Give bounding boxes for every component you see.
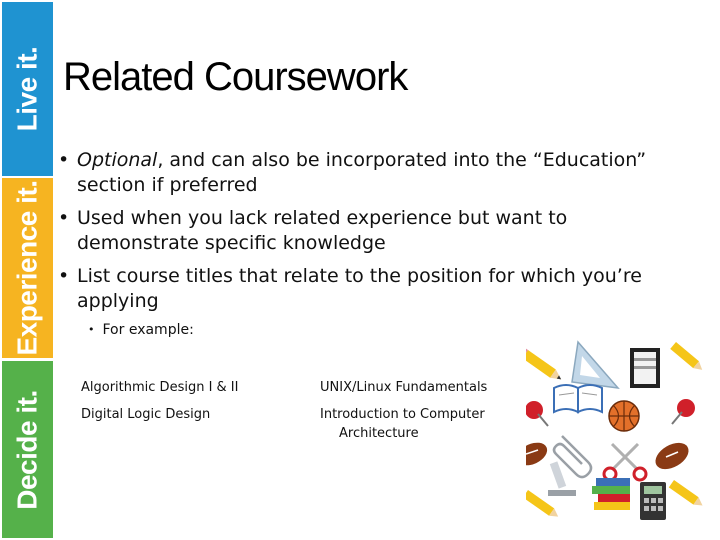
football-icon <box>651 437 693 474</box>
push-pin-icon <box>672 399 695 424</box>
calculator-icon <box>640 482 666 520</box>
triangle-ruler-icon <box>572 342 618 388</box>
school-supplies-clipart <box>526 340 712 524</box>
bullet-item: • Optional, and can also be incorporated into the “Education” section if preferred <box>58 149 647 196</box>
stack-of-books-icon <box>592 478 630 510</box>
push-pin-icon <box>526 401 548 426</box>
bullet-emphasis: Optional <box>77 149 158 171</box>
course-item-line: Introduction to Computer <box>320 407 485 422</box>
band-decide-it <box>2 361 53 538</box>
microscope-icon <box>548 461 576 496</box>
band-experience-it <box>2 178 53 358</box>
bullet-text: , and can also be incorporated into the “Education” section if preferred <box>77 149 647 196</box>
slide-title: Related Coursework <box>63 55 408 99</box>
course-item: UNIX/Linux Fundamentals <box>320 380 488 395</box>
notebook-icon <box>630 348 660 388</box>
bullet-list <box>58 148 678 322</box>
band-decide-it-label: Decide it. <box>11 389 43 510</box>
bullet-text: List course titles that relate to the position for which you’re applying <box>77 265 642 312</box>
sub-bullet-text: For example: <box>102 322 194 338</box>
book-icon <box>554 385 602 412</box>
bullet-item: • List course titles that relate to the position for which you’re applying <box>58 265 642 312</box>
course-item: Digital Logic Design <box>81 407 211 422</box>
sub-bullet: • For example: <box>88 322 194 338</box>
band-live-it-label: Live it. <box>11 46 43 132</box>
band-experience-it-label: Experience it. <box>11 180 43 356</box>
scissors-icon <box>604 444 646 480</box>
sidebar-banner <box>2 2 53 538</box>
pencil-icon <box>669 480 705 509</box>
pencil-icon <box>526 347 564 384</box>
course-item <box>320 405 500 443</box>
bullet-item: • Used when you lack related experience but want to demonstrate specific knowledge <box>58 207 568 254</box>
football-icon <box>526 438 551 470</box>
band-live-it <box>2 2 53 176</box>
course-item-line: Architecture <box>339 426 419 441</box>
basketball-icon <box>609 401 639 431</box>
course-item: Algorithmic Design I & II <box>81 380 239 395</box>
bullet-text: Used when you lack related experience but want to demonstrate specific knowledge <box>77 207 568 254</box>
pencil-icon <box>670 342 705 373</box>
